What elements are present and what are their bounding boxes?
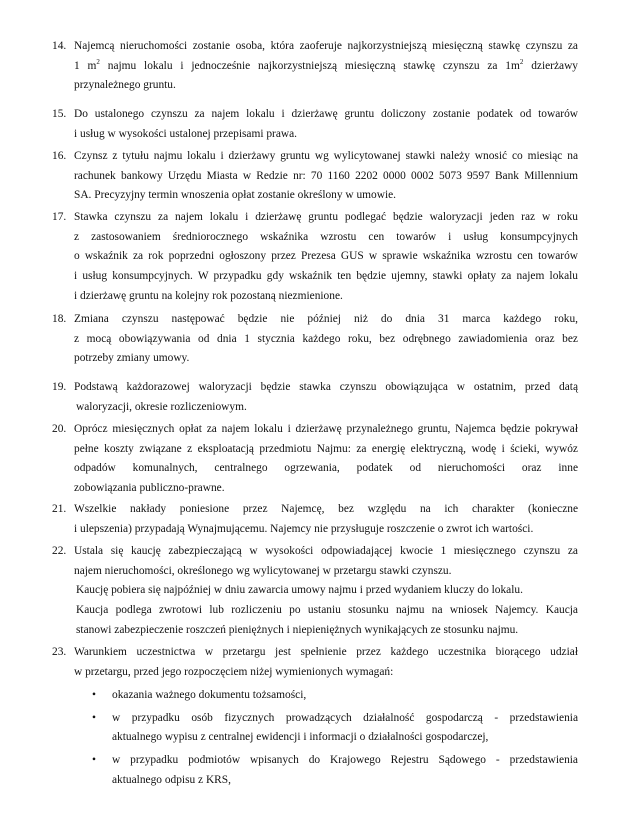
text-run: najmu lokalu i jednocześnie najkorzystniejszą miesięczną stawkę czynszu za 1m xyxy=(99,59,520,72)
paragraph-23 xyxy=(52,643,578,682)
line: odpadów komunalnych, centralnego ogrzewania, podatek od nieruchomości oraz inne xyxy=(74,462,578,475)
list-item xyxy=(74,709,578,748)
line: okazania ważnego dokumentu tożsamości, xyxy=(112,689,307,701)
item-number: 20. xyxy=(52,423,67,435)
text-run: 1 m xyxy=(74,59,97,72)
paragraph-15 xyxy=(52,105,578,144)
item-number: 22. xyxy=(52,545,67,557)
line: i dzierżawę gruntu na kolejny rok pozostaną niezmienione. xyxy=(74,289,343,302)
line: w przypadku podmiotów wpisanych do Krajowego Rejestru Sądowego - przedstawienia xyxy=(112,754,578,767)
line: Najemcą nieruchomości zostanie osoba, która zaoferuje najkorzystniejszą miesięczną stawkę czynszu za xyxy=(74,40,578,52)
list-item xyxy=(74,686,578,706)
item-number: 17. xyxy=(52,211,67,223)
line: potrzeby zmiany umowy. xyxy=(74,352,190,365)
line: Czynsz z tytułu najmu lokalu i dzierżawy gruntu wg wylicytowanej stawki należy wnosić co miesiąc na xyxy=(74,150,578,162)
line: Stawka czynszu za najem lokalu i dzierżawę gruntu podlegać będzie waloryzacji jeden raz w roku xyxy=(74,211,578,223)
line: Kaucję pobiera się najpóźniej w dniu zawarcia umowy najmu i przed wydaniem kluczy do lokalu. xyxy=(76,584,523,597)
line: Ustala się kaucję zabezpieczającą w wysokości odpowiadającej kwocie 1 miesięcznego czynszu za xyxy=(74,545,578,557)
paragraph-20 xyxy=(52,420,578,499)
line: Wszelkie nakłady poniesione przez Najemcę, bez względu na ich charakter (konieczne xyxy=(74,503,578,515)
line: i usług konsumpcyjnych. W przypadku gdy wskaźnik ten będzie ujemny, stawki opłaty za najem lokalu xyxy=(74,270,578,283)
line: o wskaźnik za rok poprzedni ogłoszony przez Prezesa GUS w sprawie wskaźnika wzrostu cen towarów xyxy=(74,250,578,263)
bullet-icon: • xyxy=(92,754,96,767)
line: Kaucja podlega zwrotowi lub rozliczeniu po ustaniu stosunku najmu na wniosek Najemcy. Kaucja xyxy=(76,604,578,617)
line: aktualnego odpisu z KRS, xyxy=(112,773,231,786)
paragraph-14 xyxy=(52,37,578,96)
requirements-list xyxy=(74,686,578,791)
superscript: 2 xyxy=(96,57,100,66)
item-number: 21. xyxy=(52,503,67,515)
line: Do ustalonego czynszu za najem lokalu i dzierżawę gruntu doliczony zostanie podatek od towarów xyxy=(74,108,578,120)
item-number: 14. xyxy=(52,40,67,52)
line: najem nieruchomości, określonego wg wylicytowanej w przetargu stawki czynszu. xyxy=(74,564,452,577)
line: przynależnego gruntu. xyxy=(74,79,176,92)
line: Zmiana czynszu następować będzie nie później niż do dnia 31 marca każdego roku, xyxy=(74,313,578,325)
list-item xyxy=(74,751,578,790)
bullet-icon: • xyxy=(92,711,96,724)
line: w przetargu, przed jego rozpoczęciem niżej wymienionych wymagań: xyxy=(74,665,394,678)
line: i ulepszenia) przypadają Wynajmującemu. Najemcy nie przysługuje roszczenie o zwrot ich wartości. xyxy=(74,522,534,535)
line: zobowiązania publiczno-prawne. xyxy=(74,482,225,495)
line: z mocą obowiązywania od dnia 1 stycznia każdego roku, bez odrębnego zawiadomienia oraz bez xyxy=(74,332,578,345)
line: waloryzacji, okresie rozliczeniowym. xyxy=(76,400,247,413)
paragraph-21 xyxy=(52,500,578,539)
line: pełne koszty związane z eksploatacją przedmiotu Najmu: za energię elektryczną, wodę i ścieki, wywóz xyxy=(74,442,578,455)
line: w przypadku osób fizycznych prowadzących działalność gospodarczą - przedstawienia xyxy=(112,711,578,724)
line: Warunkiem uczestnictwa w przetargu jest spełnienie przez każdego uczestnika biorącego udział xyxy=(74,646,578,658)
line: i usług w wysokości ustalonej przepisami prawa. xyxy=(74,127,298,140)
paragraph-18 xyxy=(52,310,578,369)
text-run: dzierżawy xyxy=(523,59,578,72)
item-number: 19. xyxy=(52,381,67,393)
item-number: 15. xyxy=(52,108,67,120)
line: SA. Precyzyjny termin wnoszenia opłat zostanie określony w umowie. xyxy=(74,189,397,202)
item-number: 18. xyxy=(52,313,67,325)
item-number: 23. xyxy=(52,646,67,658)
line: Oprócz miesięcznych opłat za najem lokalu i dzierżawę przynależnego gruntu, Najemca będzie pokrywał xyxy=(74,423,578,435)
line: z zastosowaniem średniorocznego wskaźnika wzrostu cen towarów i usług konsumpcyjnych xyxy=(74,230,578,243)
line: aktualnego wypisu z centralnej ewidencji i informacji o działalności gospodarczej, xyxy=(112,731,489,744)
item-number: 16. xyxy=(52,150,67,162)
bullet-icon: • xyxy=(92,689,96,701)
paragraph-22 xyxy=(52,542,578,641)
line xyxy=(74,57,578,77)
line: Podstawą każdorazowej waloryzacji będzie stawka czynszu obowiązująca w ostatnim, przed datą xyxy=(74,381,578,393)
paragraph-17 xyxy=(52,208,578,307)
line: rachunek bankowy Urzędu Miasta w Redzie nr: 70 1160 2202 0000 0002 5073 9597 Bank Millennium xyxy=(74,169,578,182)
paragraph-19 xyxy=(52,378,578,417)
superscript: 2 xyxy=(519,57,524,66)
line: stanowi zabezpieczenie roszczeń pieniężnych i niepieniężnych wynikających ze stosunku najmu. xyxy=(76,623,519,636)
paragraph-16 xyxy=(52,147,578,206)
